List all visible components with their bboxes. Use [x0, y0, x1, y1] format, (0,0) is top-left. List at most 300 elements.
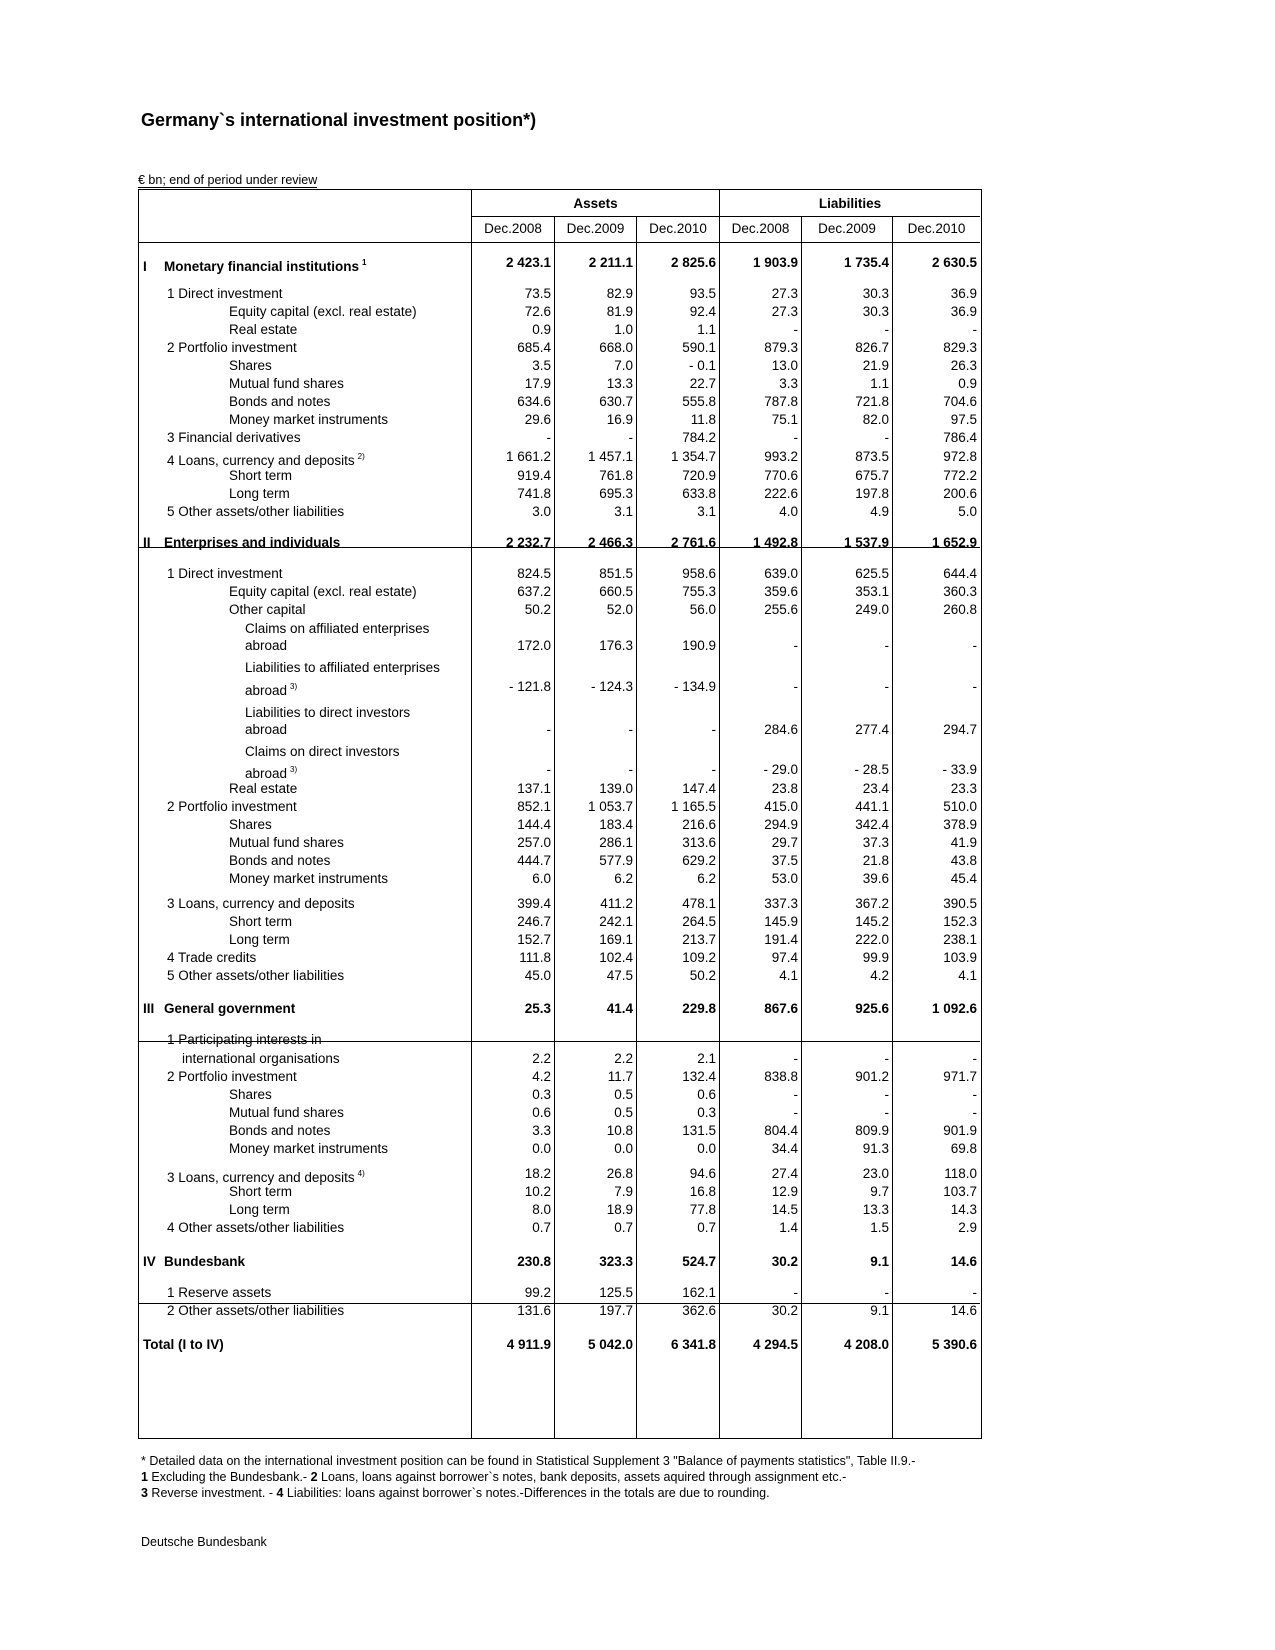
value-cell: 879.3: [764, 340, 798, 355]
value-cell: 0.7: [614, 1220, 633, 1235]
period-header: Dec.2009: [566, 221, 625, 236]
value-cell: 7.0: [614, 358, 633, 373]
value-cell: 1 354.7: [670, 449, 716, 464]
value-cell: - 124.3: [590, 679, 633, 694]
row-label: international organisations: [182, 1051, 340, 1066]
value-cell: 2 825.6: [670, 255, 716, 270]
value-cell: 378.9: [943, 817, 977, 832]
value-cell: 1 165.5: [670, 799, 716, 814]
value-cell: 755.3: [682, 584, 716, 599]
period-header: Dec.2008: [484, 221, 542, 236]
value-cell: 772.2: [943, 468, 977, 483]
investment-position-table: [138, 189, 982, 1439]
value-cell: -: [793, 638, 798, 653]
value-cell: 0.5: [614, 1087, 633, 1102]
value-cell: 3.3: [779, 376, 798, 391]
row-label: Liabilities to direct investors: [245, 705, 411, 720]
value-cell: 971.7: [943, 1069, 977, 1084]
value-cell: 103.7: [943, 1184, 977, 1199]
table-row: [139, 428, 980, 447]
value-cell: 3.1: [697, 504, 716, 519]
value-cell: 399.4: [517, 896, 551, 911]
value-cell: 353.1: [855, 584, 889, 599]
value-cell: 668.0: [599, 340, 633, 355]
value-cell: 510.0: [943, 799, 977, 814]
value-cell: 629.2: [682, 853, 716, 868]
value-cell: 2 761.6: [670, 535, 716, 550]
value-cell: 786.4: [943, 430, 977, 445]
table-row: [139, 742, 980, 761]
row-label: Long term: [229, 1202, 290, 1217]
footnote-marker: 3): [290, 682, 298, 691]
row-label: 2 Portfolio investment: [167, 340, 297, 355]
value-cell: 359.6: [764, 584, 798, 599]
value-cell: 222.6: [764, 486, 798, 501]
value-cell: 37.5: [771, 853, 798, 868]
table-row: [139, 930, 980, 949]
value-cell: -: [793, 322, 798, 337]
row-label: Bonds and notes: [229, 853, 331, 868]
value-cell: 41.9: [950, 835, 977, 850]
value-cell: 132.4: [682, 1069, 716, 1084]
value-cell: 176.3: [599, 638, 633, 653]
value-cell: 39.6: [862, 871, 889, 886]
value-cell: -: [884, 1087, 889, 1102]
value-cell: 183.4: [599, 817, 633, 832]
header-rule: [471, 216, 980, 217]
value-cell: 109.2: [682, 950, 716, 965]
row-label: Shares: [229, 358, 272, 373]
table-row: [139, 720, 980, 739]
value-cell: 47.5: [606, 968, 633, 983]
value-cell: 216.6: [682, 817, 716, 832]
value-cell: 0.7: [532, 1220, 551, 1235]
value-cell: 2.2: [614, 1051, 633, 1066]
value-cell: 264.5: [682, 914, 716, 929]
value-cell: 82.9: [606, 286, 633, 301]
row-label: 4 Loans, currency and deposits $^{2)}$: [167, 452, 365, 468]
value-cell: 22.7: [689, 376, 716, 391]
value-cell: 2.2: [532, 1051, 551, 1066]
value-cell: 145.9: [764, 914, 798, 929]
value-cell: 625.5: [855, 566, 889, 581]
value-cell: -: [793, 1285, 798, 1300]
value-cell: 1.0: [614, 322, 633, 337]
value-cell: -: [711, 722, 716, 737]
value-cell: 190.9: [682, 638, 716, 653]
value-cell: 478.1: [682, 896, 716, 911]
table-row: [139, 894, 980, 913]
table-row: [139, 374, 980, 393]
value-cell: 0.0: [697, 1141, 716, 1156]
value-cell: 901.2: [855, 1069, 889, 1084]
table-row: [139, 466, 980, 485]
value-cell: 50.2: [689, 968, 716, 983]
unit-note: € bn; end of period under review: [138, 173, 318, 187]
row-label: Total (I to IV): [143, 1337, 224, 1352]
table-row: [139, 779, 980, 798]
row-label: Long term: [229, 932, 290, 947]
value-cell: 246.7: [517, 914, 551, 929]
value-cell: 29.7: [771, 835, 798, 850]
value-cell: 4 208.0: [843, 1337, 889, 1352]
value-cell: - 33.9: [942, 762, 977, 777]
value-cell: -: [546, 430, 551, 445]
value-cell: 77.8: [689, 1202, 716, 1217]
row-label: Equity capital (excl. real estate): [229, 304, 417, 319]
value-cell: 1 903.9: [752, 255, 798, 270]
row-label: IV Bundesbank: [143, 1254, 246, 1269]
value-cell: -: [546, 722, 551, 737]
row-label: 2 Portfolio investment: [167, 1069, 297, 1084]
value-cell: 873.5: [855, 449, 889, 464]
value-cell: 1.5: [870, 1220, 889, 1235]
value-cell: 99.2: [524, 1285, 551, 1300]
value-cell: 14.6: [950, 1303, 977, 1318]
value-cell: 249.0: [855, 602, 889, 617]
value-cell: 3.5: [532, 358, 551, 373]
value-cell: 21.8: [862, 853, 889, 868]
row-label: abroad $^{3)}$: [245, 765, 298, 781]
value-cell: 30.2: [771, 1303, 798, 1318]
value-cell: 45.0: [524, 968, 551, 983]
footnote-line: 1 Excluding the Bundesbank.- 2 Loans, loans against borrower`s notes, bank deposits, assets aquired through assignment etc.-: [141, 1470, 847, 1484]
value-cell: 50.2: [524, 602, 551, 617]
value-cell: 323.3: [599, 1254, 633, 1269]
value-cell: 6.2: [614, 871, 633, 886]
value-cell: 1 457.1: [587, 449, 633, 464]
value-cell: 5.0: [958, 504, 977, 519]
table-row: [139, 484, 980, 503]
table-row: [139, 410, 980, 429]
value-cell: 838.8: [764, 1069, 798, 1084]
table-row: [139, 833, 980, 852]
value-cell: 2 630.5: [931, 255, 977, 270]
row-label: 1 Reserve assets: [167, 1285, 272, 1300]
value-cell: -: [884, 679, 889, 694]
period-header: Dec.2009: [818, 221, 876, 236]
footnote-line: * Detailed data on the international investment position can be found in Statistical Supplement 3 "Balance of payments statistics", Table II.9.-: [141, 1454, 916, 1468]
value-cell: 72.6: [524, 304, 551, 319]
value-cell: 630.7: [599, 394, 633, 409]
value-cell: 444.7: [517, 853, 551, 868]
value-cell: -: [972, 322, 977, 337]
footnotes: [141, 1453, 915, 1501]
table-row: [139, 392, 980, 411]
value-cell: 93.5: [689, 286, 716, 301]
value-cell: 30.2: [771, 1254, 798, 1269]
value-cell: -: [972, 1285, 977, 1300]
row-label: 3 Loans, currency and deposits $^{4)}$: [167, 1169, 365, 1185]
value-cell: 6.2: [697, 871, 716, 886]
row-label: III General government: [143, 1001, 296, 1016]
value-cell: 639.0: [764, 566, 798, 581]
table-row: [139, 1139, 980, 1158]
value-cell: - 29.0: [763, 762, 798, 777]
footnote-line: 3 Reverse investment. - 4 Liabilities: loans against borrower`s notes.-Differences in the totals are due to rounding.: [141, 1486, 770, 1500]
value-cell: 1 492.8: [752, 535, 798, 550]
value-cell: 577.9: [599, 853, 633, 868]
table-row: [139, 658, 980, 677]
value-cell: 152.7: [517, 932, 551, 947]
value-cell: 137.1: [517, 781, 551, 796]
row-label: 5 Other assets/other liabilities: [167, 968, 345, 983]
value-cell: 367.2: [855, 896, 889, 911]
value-cell: 824.5: [517, 566, 551, 581]
value-cell: 2 211.1: [588, 255, 633, 270]
value-cell: 25.3: [524, 1001, 551, 1016]
value-cell: 787.8: [764, 394, 798, 409]
value-cell: 145.2: [855, 914, 889, 929]
table-row: [139, 1103, 980, 1122]
value-cell: -: [793, 1105, 798, 1120]
document-title: Germany`s international investment position*): [141, 110, 537, 130]
value-cell: 4.0: [779, 504, 798, 519]
value-cell: 213.7: [682, 932, 716, 947]
table-section-row: [139, 533, 980, 552]
value-cell: 634.6: [517, 394, 551, 409]
value-cell: 191.4: [764, 932, 798, 947]
row-label: Shares: [229, 817, 272, 832]
value-cell: 97.4: [771, 950, 798, 965]
row-label: abroad: [245, 722, 288, 737]
value-cell: -: [793, 679, 798, 694]
value-cell: 337.3: [764, 896, 798, 911]
value-cell: 633.8: [682, 486, 716, 501]
value-cell: 18.9: [606, 1202, 633, 1217]
value-cell: 131.5: [682, 1123, 716, 1138]
value-cell: -: [884, 430, 889, 445]
value-cell: 415.0: [764, 799, 798, 814]
row-label: Claims on affiliated enterprises: [245, 621, 430, 636]
value-cell: 23.3: [950, 781, 977, 796]
row-label: Shares: [229, 1087, 272, 1102]
row-label: 1 Participating interests in: [167, 1032, 322, 1047]
value-cell: 441.1: [855, 799, 889, 814]
period-header: Dec.2008: [731, 221, 790, 236]
value-cell: 14.6: [950, 1254, 977, 1269]
value-cell: -: [972, 679, 977, 694]
value-cell: 56.0: [689, 602, 716, 617]
table-row: [139, 582, 980, 601]
value-cell: 0.5: [614, 1105, 633, 1120]
value-cell: 8.0: [532, 1202, 551, 1217]
value-cell: 73.5: [524, 286, 551, 301]
value-cell: 125.5: [599, 1285, 633, 1300]
row-label: Claims on direct investors: [245, 744, 400, 759]
value-cell: 229.8: [682, 1001, 716, 1016]
row-label: Mutual fund shares: [229, 835, 344, 850]
value-cell: 34.4: [771, 1141, 798, 1156]
value-cell: 6 341.8: [670, 1337, 716, 1352]
source-note: Deutsche Bundesbank: [141, 1535, 267, 1549]
footnote-marker: 3): [290, 765, 298, 774]
row-label: 5 Other assets/other liabilities: [167, 504, 345, 519]
row-label: Short term: [229, 914, 293, 929]
value-cell: 99.9: [862, 950, 889, 965]
value-cell: 867.6: [764, 1001, 798, 1016]
value-cell: 761.8: [599, 468, 633, 483]
table-row: [139, 851, 980, 870]
table-row: [139, 447, 980, 466]
row-label: 3 Financial derivatives: [167, 430, 301, 445]
value-cell: 17.9: [524, 376, 551, 391]
table-row: [139, 869, 980, 888]
value-cell: 29.6: [524, 412, 551, 427]
table-row: [139, 948, 980, 967]
value-cell: 43.8: [950, 853, 977, 868]
value-cell: 11.8: [690, 412, 716, 427]
table-row: [139, 1085, 980, 1104]
value-cell: 5 390.6: [931, 1337, 977, 1352]
table-row: [139, 338, 980, 357]
table-row: [139, 1164, 980, 1183]
value-cell: 14.5: [771, 1202, 798, 1217]
value-cell: 118.0: [944, 1166, 977, 1181]
value-cell: 5 042.0: [587, 1337, 633, 1352]
value-cell: 260.8: [943, 602, 977, 617]
row-label: Money market instruments: [229, 871, 389, 886]
row-label: Long term: [229, 486, 290, 501]
table-section-row: [139, 1335, 980, 1354]
value-cell: 131.6: [517, 1303, 551, 1318]
value-cell: -: [628, 762, 633, 777]
value-cell: 1.4: [779, 1220, 798, 1235]
value-cell: -: [793, 1087, 798, 1102]
value-cell: 294.9: [764, 817, 798, 832]
row-label: Real estate: [229, 781, 298, 796]
row-label: Liabilities to affiliated enterprises: [245, 660, 440, 675]
value-cell: -: [793, 430, 798, 445]
value-cell: 23.8: [771, 781, 798, 796]
table-row: [139, 356, 980, 375]
row-label: abroad $^{3)}$: [245, 682, 298, 698]
value-cell: 852.1: [517, 799, 551, 814]
row-label: II Enterprises and individuals: [143, 535, 341, 550]
value-cell: 721.8: [855, 394, 889, 409]
value-cell: 3.1: [614, 504, 633, 519]
value-cell: 21.9: [862, 358, 889, 373]
value-cell: 3.0: [532, 504, 551, 519]
value-cell: 172.0: [517, 638, 551, 653]
value-cell: 919.4: [517, 468, 551, 483]
value-cell: 9.1: [870, 1303, 889, 1318]
value-cell: 1 537.9: [843, 535, 889, 550]
value-cell: 784.2: [682, 430, 716, 445]
value-cell: 144.4: [517, 817, 551, 832]
row-label: Real estate: [229, 322, 298, 337]
period-header: Dec.2010: [907, 221, 966, 236]
value-cell: 27.3: [771, 304, 798, 319]
value-cell: 925.6: [855, 1001, 889, 1016]
period-header: Dec.2010: [649, 221, 707, 236]
value-cell: 75.1: [771, 412, 798, 427]
value-cell: 4 294.5: [752, 1337, 798, 1352]
liabilities-header: Liabilities: [818, 196, 882, 211]
value-cell: 14.3: [950, 1202, 977, 1217]
row-label: 2 Portfolio investment: [167, 799, 297, 814]
value-cell: 11.7: [607, 1069, 633, 1084]
value-cell: -: [884, 1285, 889, 1300]
value-cell: -: [711, 762, 716, 777]
table-row: [139, 600, 980, 619]
table-row: [139, 1218, 980, 1237]
value-cell: 360.3: [943, 584, 977, 599]
value-cell: -: [884, 322, 889, 337]
footnote-marker: 2): [357, 452, 365, 461]
value-cell: 1 652.9: [931, 535, 977, 550]
table-section-row: [139, 1252, 980, 1271]
table-row: [139, 302, 980, 321]
value-cell: 26.8: [606, 1166, 633, 1181]
value-cell: 139.0: [599, 781, 633, 796]
table-row: [139, 1049, 980, 1068]
value-cell: - 28.5: [854, 762, 889, 777]
value-cell: 18.2: [524, 1166, 551, 1181]
value-cell: 30.3: [862, 304, 889, 319]
value-cell: 10.8: [606, 1123, 633, 1138]
value-cell: 342.4: [855, 817, 889, 832]
row-label: Other capital: [229, 602, 306, 617]
value-cell: 23.4: [862, 781, 889, 796]
value-cell: 255.6: [764, 602, 798, 617]
value-cell: -: [628, 722, 633, 737]
row-label: 4 Other assets/other liabilities: [167, 1220, 345, 1235]
table-row: [139, 284, 980, 303]
value-cell: 0.0: [532, 1141, 551, 1156]
value-cell: 0.6: [697, 1087, 716, 1102]
row-label: 3 Loans, currency and deposits: [167, 896, 355, 911]
value-cell: - 134.9: [673, 679, 716, 694]
value-cell: 0.3: [532, 1087, 551, 1102]
value-cell: 4.2: [532, 1069, 551, 1084]
value-cell: 238.1: [943, 932, 977, 947]
table-row: [139, 760, 980, 779]
value-cell: 12.9: [771, 1184, 798, 1199]
value-cell: 555.8: [682, 394, 716, 409]
table-row: [139, 1200, 980, 1219]
value-cell: 36.9: [950, 286, 977, 301]
value-cell: 2.9: [958, 1220, 977, 1235]
value-cell: 809.9: [855, 1123, 889, 1138]
value-cell: 7.9: [614, 1184, 633, 1199]
row-label: 1 Direct investment: [167, 566, 283, 581]
value-cell: - 0.1: [688, 358, 716, 373]
value-cell: 9.7: [870, 1184, 889, 1199]
value-cell: -: [793, 1051, 798, 1066]
value-cell: 829.3: [943, 340, 977, 355]
value-cell: 200.6: [943, 486, 977, 501]
table-row: [139, 677, 980, 696]
value-cell: -: [972, 1105, 977, 1120]
value-cell: 13.3: [862, 1202, 889, 1217]
value-cell: 13.3: [606, 376, 633, 391]
value-cell: 94.6: [689, 1166, 716, 1181]
value-cell: 826.7: [855, 340, 889, 355]
value-cell: -: [884, 1105, 889, 1120]
footnote-marker: 4): [357, 1169, 365, 1178]
assets-header: Assets: [573, 196, 618, 211]
value-cell: 81.9: [606, 304, 633, 319]
value-cell: 0.3: [697, 1105, 716, 1120]
value-cell: 4.2: [870, 968, 889, 983]
value-cell: 1.1: [870, 376, 889, 391]
value-cell: 675.7: [855, 468, 889, 483]
row-label: Money market instruments: [229, 412, 389, 427]
row-label: I Monetary financial institutions $^1$: [143, 258, 367, 274]
value-cell: 0.0: [614, 1141, 633, 1156]
value-cell: -: [546, 762, 551, 777]
